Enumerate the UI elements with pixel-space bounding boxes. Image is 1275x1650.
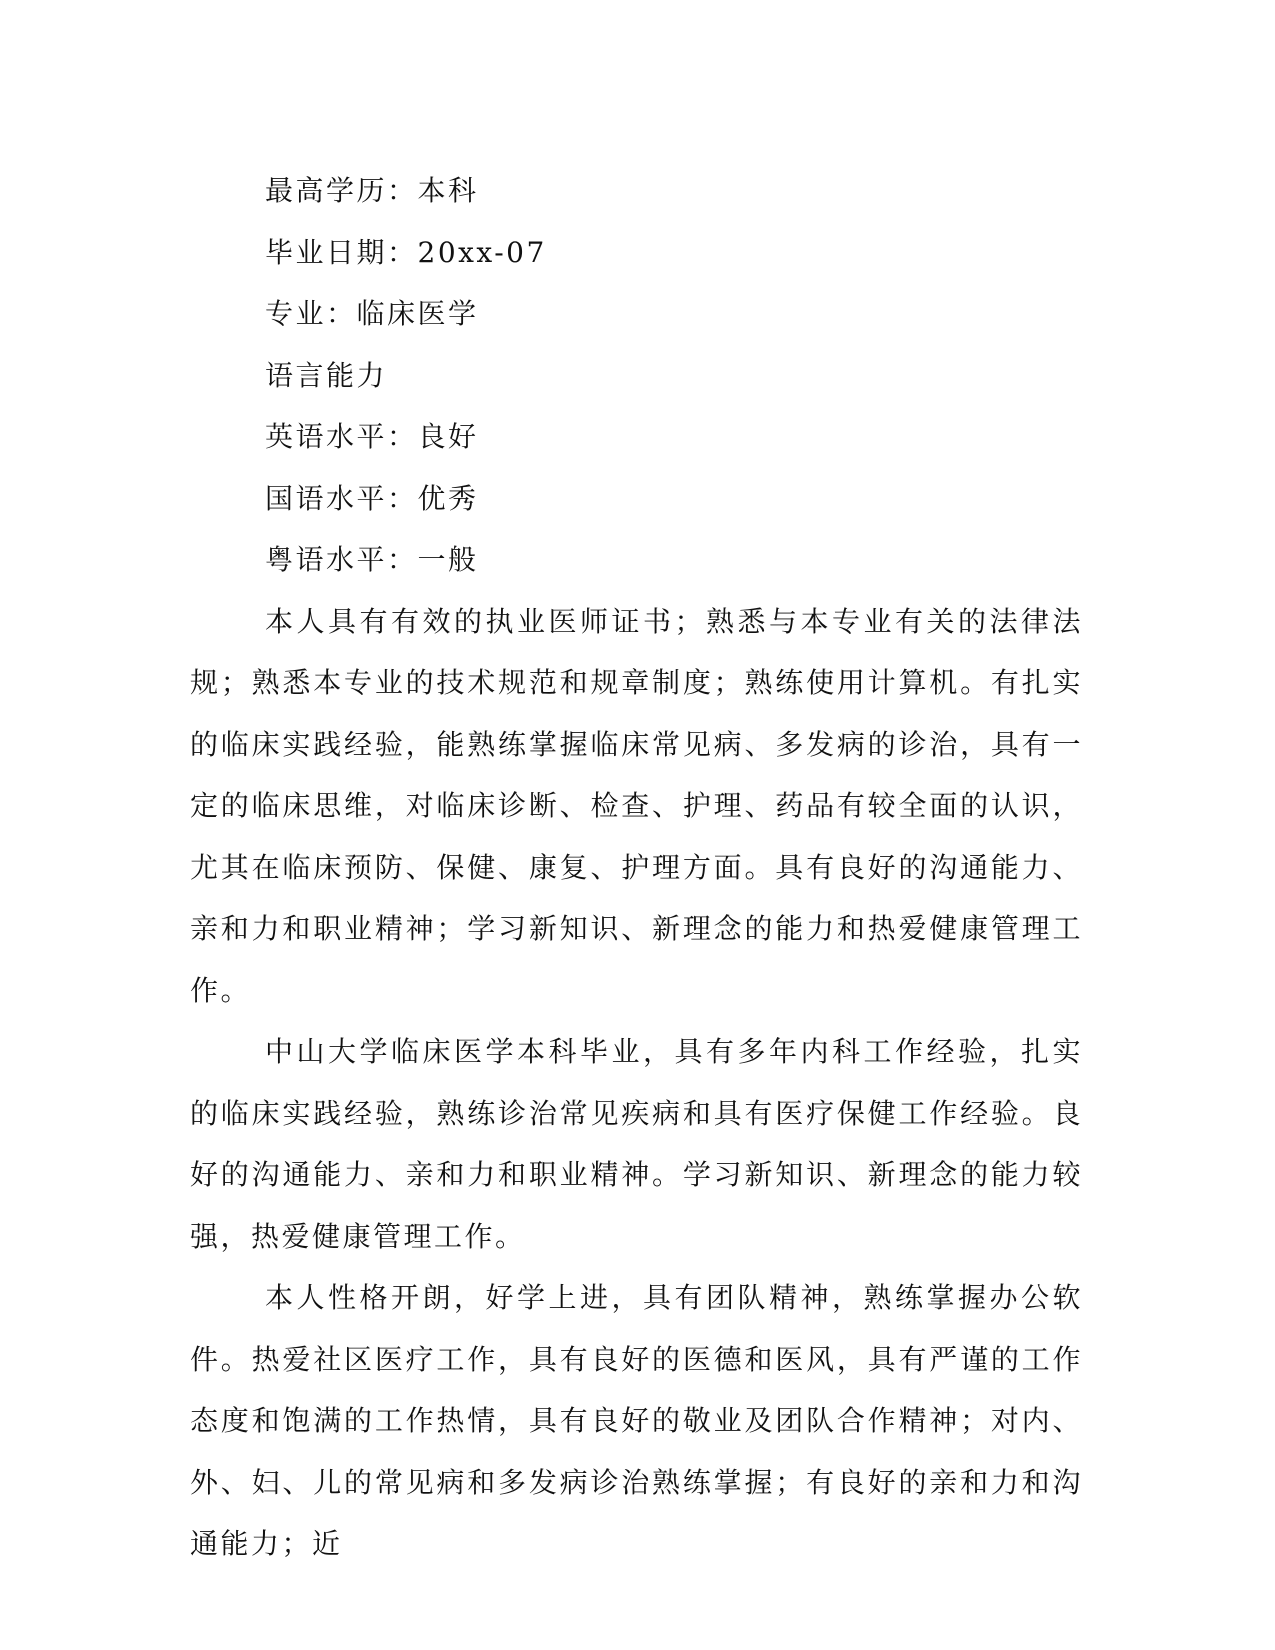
cantonese-level: 粤语水平：一般 xyxy=(265,543,479,576)
self-evaluation-paragraph-3: 本人性格开朗，好学上进，具有团队精神，熟练掌握办公软件。热爱社区医疗工作，具有良好的医德和医风，具有严谨的工作态度和饱满的工作热情，具有良好的敬业及团队合作精神；对内、外、妇、儿的常见病和多发病诊治熟练掌握；有良好的亲和力和沟通能力；近 xyxy=(190,1281,1083,1560)
english-level: 英语水平：良好 xyxy=(265,420,479,453)
self-evaluation-paragraph-2: 中山大学临床医学本科毕业，具有多年内科工作经验，扎实的临床实践经验，熟练诊治常见疾病和具有医疗保健工作经验。良好的沟通能力、亲和力和职业精神。学习新知识、新理念的能力较强，热爱健康管理工作。 xyxy=(190,1035,1083,1253)
education-level: 最高学历：本科 xyxy=(265,174,479,207)
self-evaluation-paragraph-1: 本人具有有效的执业医师证书；熟悉与本专业有关的法律法规；熟悉本专业的技术规范和规章制度；熟练使用计算机。有扎实的临床实践经验，能熟练掌握临床常见病、多发病的诊治，具有一定的临床思维，对临床诊断、检查、护理、药品有较全面的认识，尤其在临床预防、保健、康复、护理方面。具有良好的沟通能力、亲和力和职业精神；学习新知识、新理念的能力和热爱健康管理工作。 xyxy=(190,604,1083,1007)
major: 专业：临床医学 xyxy=(265,297,479,330)
language-ability-heading: 语言能力 xyxy=(265,358,388,392)
graduation-date: 毕业日期：20xx-07 xyxy=(265,235,547,269)
document-body xyxy=(190,160,1083,1575)
mandarin-level: 国语水平：优秀 xyxy=(265,481,479,515)
